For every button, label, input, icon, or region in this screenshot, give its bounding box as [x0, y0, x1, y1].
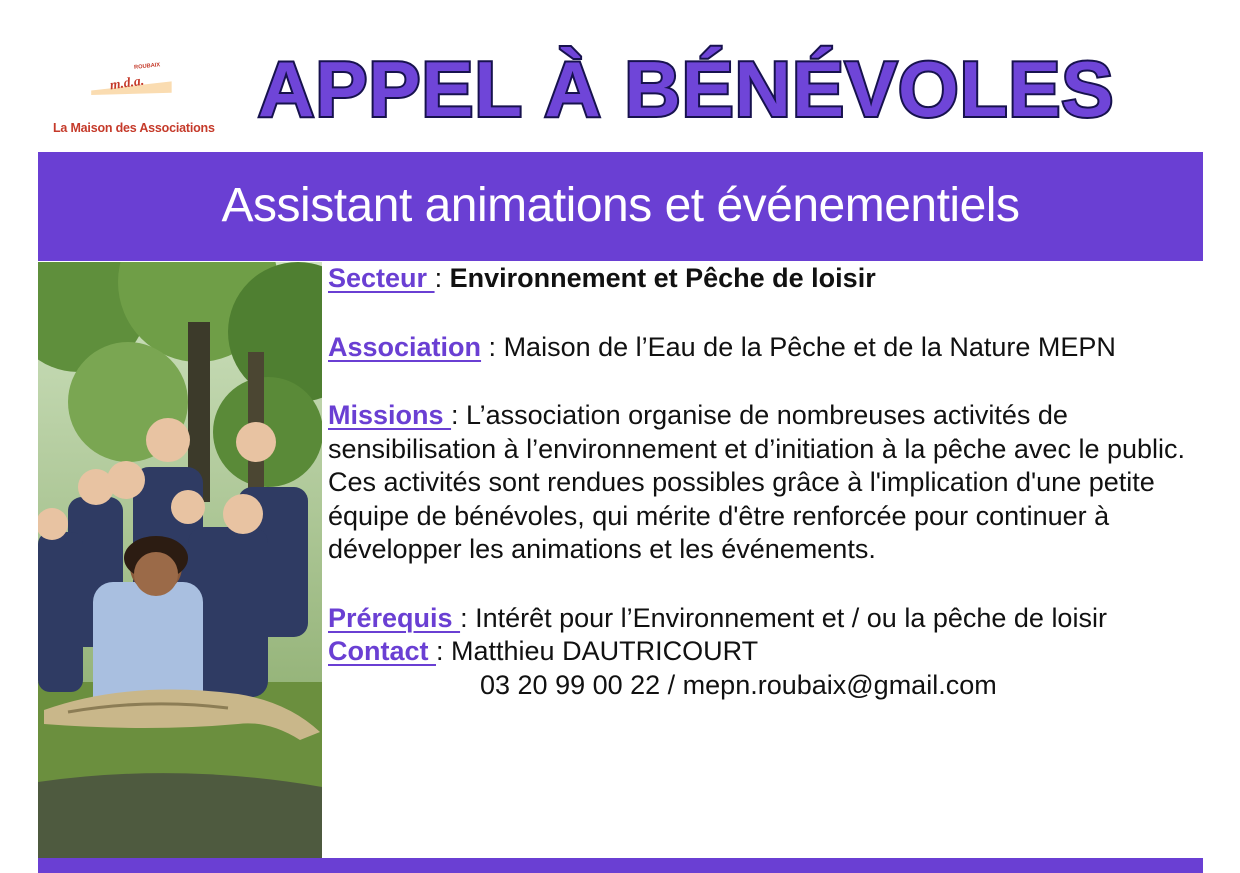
missions-value: L’association organise de nombreuses activités de sensibilisation à l’environnement et d’initiation à la pêche avec le public. Ces activités sont rendues possibles grâce à l'implication d'une petite équipe de bénévoles, qui mérite d'être renforcée pour continuer à développer les animations et les événements.	[328, 400, 1186, 564]
contact-phone-email: 03 20 99 00 22 / mepn.roubaix@gmail.com	[480, 669, 997, 700]
section-secteur	[328, 262, 1198, 296]
prerequis-separator: :	[460, 602, 476, 633]
bottom-bar	[38, 858, 1203, 873]
title-banner	[38, 152, 1203, 261]
mda-logo	[52, 55, 222, 140]
secteur-separator: :	[434, 263, 450, 293]
section-association	[328, 331, 1198, 365]
association-separator: :	[481, 331, 504, 362]
logo-name: La Maison des Associations	[53, 121, 215, 135]
mda-logo-mark-icon	[52, 61, 212, 95]
contact-name: Matthieu DAUTRICOURT	[451, 636, 759, 666]
logo-city: ROUBAIX	[133, 62, 161, 71]
logo-mark: m.d.a.	[108, 72, 145, 93]
contact-label: Contact	[328, 636, 436, 666]
page-headline: APPEL À BÉNÉVOLES	[258, 45, 1115, 133]
banner-title: Assistant animations et événementiels	[221, 179, 1020, 232]
association-label: Association	[328, 331, 482, 362]
spacer	[328, 296, 1198, 331]
spacer	[328, 364, 1198, 399]
section-contact	[328, 635, 1198, 669]
secteur-label: Secteur	[328, 263, 435, 293]
secteur-value: Environnement et Pêche de loisir	[449, 263, 876, 293]
section-missions	[328, 399, 1198, 567]
spacer	[328, 567, 1198, 602]
offer-details	[328, 262, 1198, 702]
contact-separator: :	[436, 636, 452, 666]
association-value: Maison de l’Eau de la Pêche et de la Nature MEPN	[503, 331, 1116, 362]
section-prerequis	[328, 602, 1198, 636]
prerequis-label: Prérequis	[328, 602, 461, 633]
missions-label: Missions	[328, 400, 452, 430]
group-photo-fishing-icon	[38, 262, 322, 858]
missions-separator: :	[451, 400, 467, 430]
prerequis-value: Intérêt pour l’Environnement et / ou la pêche de loisir	[475, 602, 1107, 633]
